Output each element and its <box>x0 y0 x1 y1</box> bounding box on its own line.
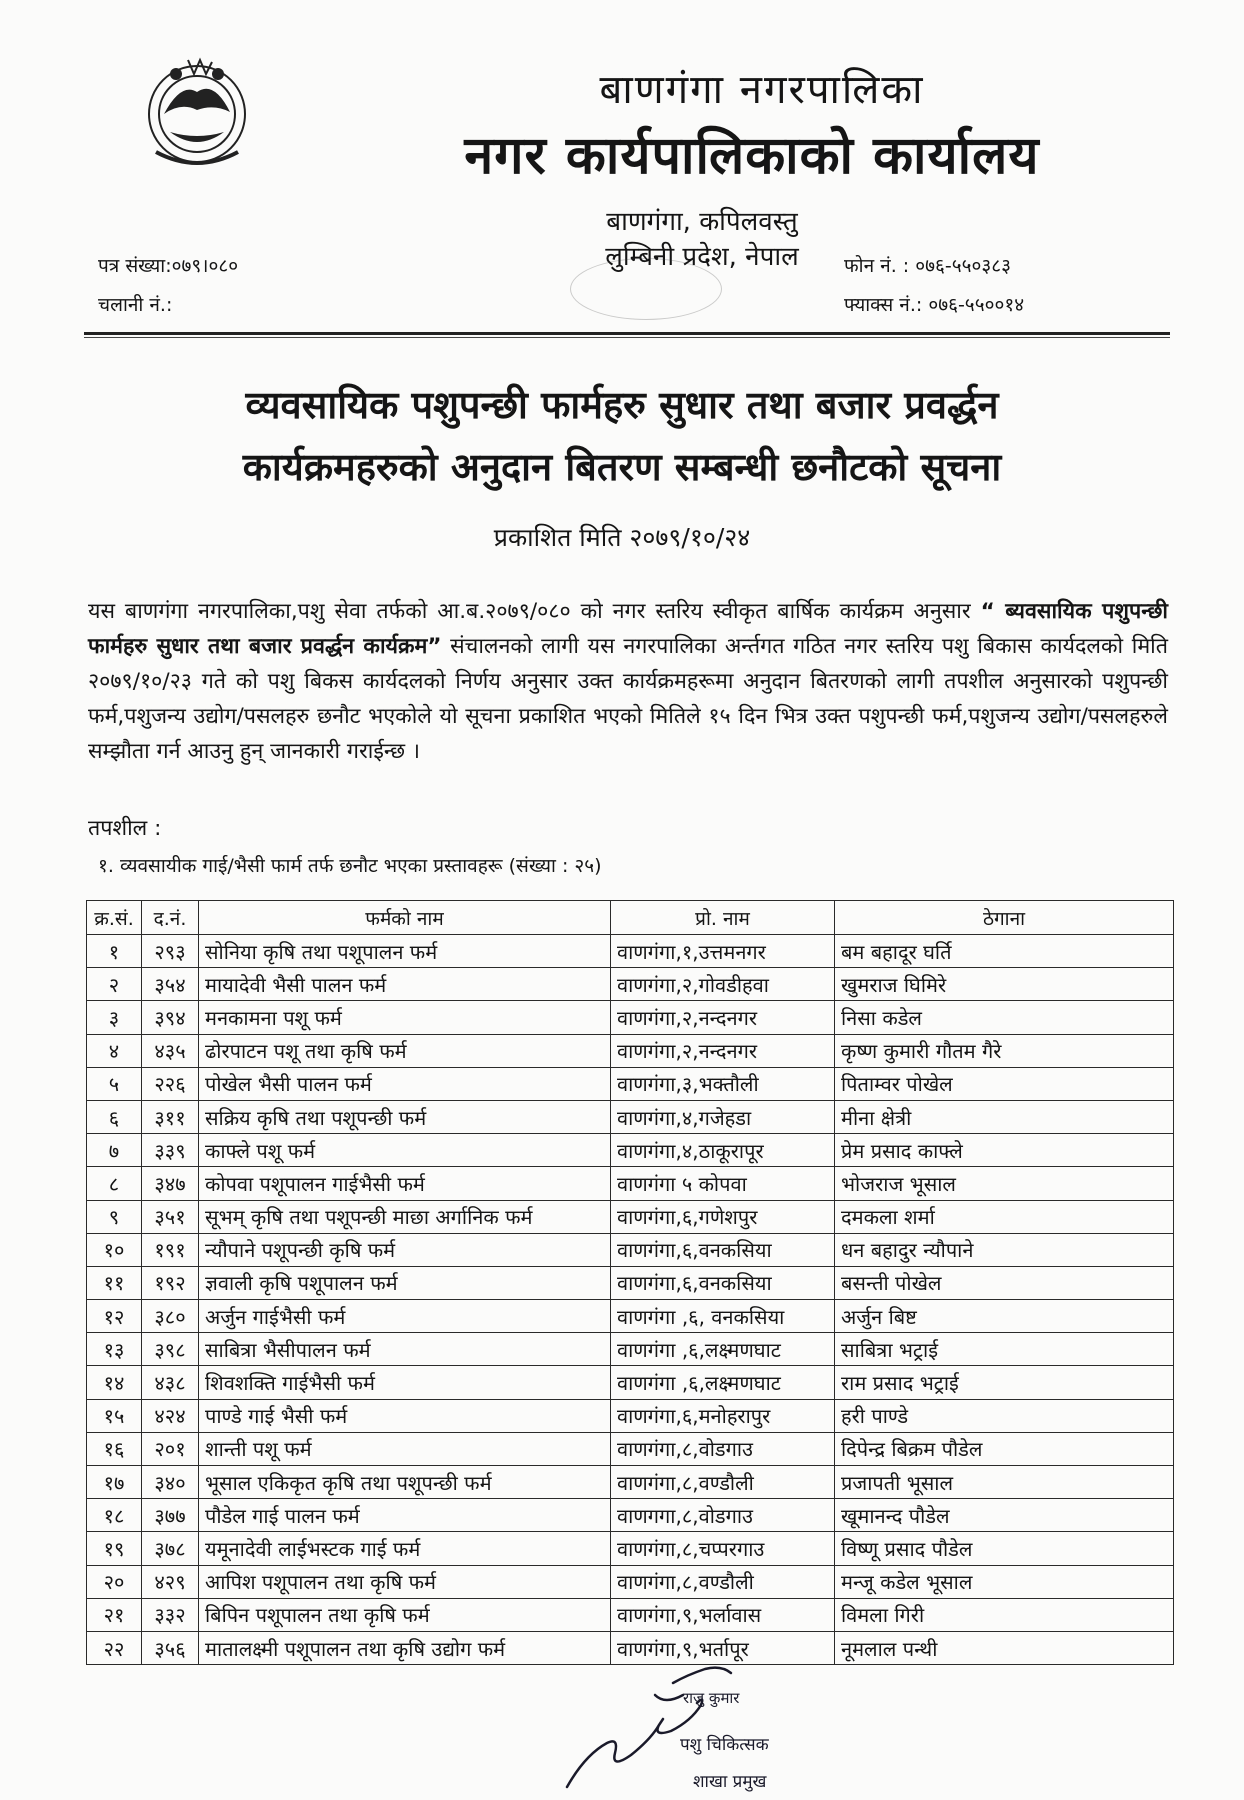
owner-name-cell: प्रेम प्रसाद काफ्ले <box>835 1134 1174 1167</box>
proprietor-address-cell: वाणगंगा,६,मनोहरापुर <box>611 1399 835 1432</box>
reg-no-cell: २२६ <box>142 1067 199 1100</box>
proprietor-address-cell: वाणगंगा ,६, वनकसिया <box>611 1300 835 1333</box>
serial-cell: २ <box>87 968 142 1001</box>
reg-no-cell: ३४७ <box>142 1167 199 1200</box>
reg-no-cell: १९१ <box>142 1233 199 1266</box>
table-row <box>87 1333 1174 1366</box>
reg-no-cell: २०१ <box>142 1432 199 1465</box>
proprietor-address-cell: वाणगंगा,१,उत्तमनगर <box>611 935 835 968</box>
owner-name-cell: साबित्रा भट्राई <box>835 1333 1174 1366</box>
reg-no-cell: ३९४ <box>142 1001 199 1034</box>
reg-no-cell: २९३ <box>142 935 199 968</box>
address-line-2: लुम्बिनी प्रदेश, नेपाल <box>605 242 799 272</box>
reg-no-cell: ३५६ <box>142 1631 199 1664</box>
proprietor-address-cell: वाणगंगा,९,भर्तापूर <box>611 1631 835 1664</box>
serial-cell: २० <box>87 1565 142 1598</box>
reg-no-cell: ३३९ <box>142 1134 199 1167</box>
farm-name-cell: पौडेल गाई पालन फर्म <box>199 1499 611 1532</box>
reg-no-cell: १९२ <box>142 1266 199 1299</box>
owner-name-cell: प्रजापती भूसाल <box>835 1466 1174 1499</box>
serial-cell: १४ <box>87 1366 142 1399</box>
signature <box>555 1555 795 1800</box>
owner-name-cell: धन बहादुर न्यौपाने <box>835 1233 1174 1266</box>
reg-no-cell: ३८० <box>142 1300 199 1333</box>
serial-cell: १७ <box>87 1466 142 1499</box>
serial-cell: ११ <box>87 1266 142 1299</box>
farm-name-cell: कोपवा पशूपालन गाईभैसी फर्म <box>199 1167 611 1200</box>
owner-name-cell: निसा कडेल <box>835 1001 1174 1034</box>
owner-name-cell: भोजराज भूसाल <box>835 1167 1174 1200</box>
farm-name-cell: मायादेवी भैसी पालन फर्म <box>199 968 611 1001</box>
office-name: नगर कार्यपालिकाको कार्यालय <box>464 126 1040 186</box>
table-row <box>87 1134 1174 1167</box>
header-divider <box>84 332 1170 335</box>
serial-cell: १३ <box>87 1333 142 1366</box>
farm-name-cell: ज्ञवाली कृषि पशूपालन फर्म <box>199 1266 611 1299</box>
reg-no-cell: ३११ <box>142 1100 199 1133</box>
header-proprietor: प्रो. नाम <box>611 901 835 935</box>
owner-name-cell: बसन्ती पोखेल <box>835 1266 1174 1299</box>
header-address: ठेगाना <box>835 901 1174 935</box>
serial-cell: १९ <box>87 1532 142 1565</box>
owner-name-cell: दमकला शर्मा <box>835 1200 1174 1233</box>
owner-name-cell: खुमराज घिमिरे <box>835 968 1174 1001</box>
serial-cell: ३ <box>87 1001 142 1034</box>
farm-name-cell: सोनिया कृषि तथा पशूपालन फर्म <box>199 935 611 968</box>
table-row <box>87 935 1174 968</box>
reg-no-cell: ४३५ <box>142 1034 199 1067</box>
serial-cell: ४ <box>87 1034 142 1067</box>
table-row <box>87 1200 1174 1233</box>
reg-no-cell: ४२४ <box>142 1399 199 1432</box>
proprietor-address-cell: वाणगंगा ,६,लक्ष्मणघाट <box>611 1333 835 1366</box>
reg-no-cell: ३९८ <box>142 1333 199 1366</box>
reg-no-cell: ४३८ <box>142 1366 199 1399</box>
notice-title-line-2: कार्यक्रमहरुको अनुदान बितरण सम्बन्धी छनौटको सूचना <box>242 445 1002 489</box>
owner-name-cell: बम बहादूर घर्ति <box>835 935 1174 968</box>
table-row <box>87 1067 1174 1100</box>
serial-cell: ९ <box>87 1200 142 1233</box>
table-row <box>87 1499 1174 1532</box>
owner-name-cell: मीना क्षेत्री <box>835 1100 1174 1133</box>
farm-name-cell: न्यौपाने पशूपन्छी कृषि फर्म <box>199 1233 611 1266</box>
serial-cell: २२ <box>87 1631 142 1664</box>
reg-no-cell: ३५४ <box>142 968 199 1001</box>
serial-cell: ५ <box>87 1067 142 1100</box>
reg-no-cell: ३४० <box>142 1466 199 1499</box>
proprietor-address-cell: वाणगंगा,२,नन्दनगर <box>611 1034 835 1067</box>
owner-name-cell: अर्जुन बिष्ट <box>835 1300 1174 1333</box>
table-row <box>87 1034 1174 1067</box>
table-row <box>87 1300 1174 1333</box>
serial-cell: १८ <box>87 1499 142 1532</box>
signature-unit: शाखा प्रमुख <box>693 1772 767 1792</box>
section-heading: १. व्यवसायीक गाई/भैसी फार्म तर्फ छनौट भएका प्रस्तावहरू (संख्या : २५) <box>98 855 602 877</box>
proprietor-address-cell: वाणगंगा,६,वनकसिया <box>611 1266 835 1299</box>
proprietor-address-cell: वाणगंगा ,६,लक्ष्मणघाट <box>611 1366 835 1399</box>
table-header-row <box>87 901 1174 935</box>
table-row <box>87 1466 1174 1499</box>
header-divider-thin <box>84 337 1170 338</box>
table-row <box>87 1399 1174 1432</box>
farm-name-cell: सक्रिय कृषि तथा पशूपन्छी फर्म <box>199 1100 611 1133</box>
owner-name-cell: विमला गिरी <box>835 1598 1174 1631</box>
serial-cell: २१ <box>87 1598 142 1631</box>
dispatch-number: चलानी नं.: <box>98 294 173 316</box>
details-label: तपशील : <box>88 816 162 841</box>
notice-body-part-2: संचालनको लागी यस नगरपालिका अर्न्तगत गठित नगर स्तरिय पशु बिकास कार्यदलको मिति २०७९/१०/२३ गते को पशु बिकस कार्यदलको निर्णय अनुसार उक्त कार्यक्रमहरूमा अनुदान बितरणको लागी तपशील अनुसारको पशुपन्छी फर्म,पशुजन्य उद्योग/पसलहरु छनौट भएकोले यो सूचना प्रकाशित भएको मितिले १५ दिन भित्र उक्त पशुपन्छी फर्म,पशुजन्य उद्योग/पसलहरुले सम्झौता गर्न आउनु हुन् जानकारी गराईन्छ । <box>88 634 1169 764</box>
selected-farms-table <box>86 900 1174 1665</box>
notice-body <box>88 594 1168 769</box>
owner-name-cell: नूमलाल पन्थी <box>835 1631 1174 1664</box>
municipality-name: बाणगंगा नगरपालिका <box>599 67 925 113</box>
serial-cell: ६ <box>87 1100 142 1133</box>
serial-cell: ७ <box>87 1134 142 1167</box>
farm-name-cell: बिपिन पशूपालन तथा कृषि फर्म <box>199 1598 611 1631</box>
address-line-1: बाणगंगा, कपिलवस्तु <box>606 207 798 237</box>
header-serial: क्र.सं. <box>87 901 142 935</box>
letter-number: पत्र संख्या:०७९।०८० <box>98 255 239 277</box>
phone-number: फोन नं. : ०७६-५५०३८३ <box>844 255 1011 277</box>
farm-name-cell: मनकामना पशू फर्म <box>199 1001 611 1034</box>
header-reg-no: द.नं. <box>142 901 199 935</box>
fax-number: फ्याक्स नं.: ०७६-५५००१४ <box>844 294 1025 316</box>
notice-title-line-1: व्यवसायिक पशुपन्छी फार्महरु सुधार तथा बजार प्रवर्द्धन <box>245 383 999 427</box>
office-seal <box>570 258 722 320</box>
reg-no-cell: ३५१ <box>142 1200 199 1233</box>
farm-name-cell: शान्ती पशू फर्म <box>199 1432 611 1465</box>
signature-title: पशु चिकित्सक <box>680 1735 769 1755</box>
serial-cell: १५ <box>87 1399 142 1432</box>
proprietor-address-cell: वाणगंगा,२,नन्दनगर <box>611 1001 835 1034</box>
proprietor-address-cell: वाणगंगा,४,ठाकूरापूर <box>611 1134 835 1167</box>
proprietor-address-cell: वाणगंगा,४,गजेहडा <box>611 1100 835 1133</box>
table-row <box>87 1432 1174 1465</box>
farm-name-cell: काफ्ले पशू फर्म <box>199 1134 611 1167</box>
proprietor-address-cell: वाणगंगा,८,वण्डौली <box>611 1565 835 1598</box>
owner-name-cell: हरी पाण्डे <box>835 1399 1174 1432</box>
reg-no-cell: ३७७ <box>142 1499 199 1532</box>
owner-name-cell: विष्णू प्रसाद पौडेल <box>835 1532 1174 1565</box>
owner-name-cell: पिताम्वर पोखेल <box>835 1067 1174 1100</box>
reg-no-cell: ३७८ <box>142 1532 199 1565</box>
owner-name-cell: राम प्रसाद भट्राई <box>835 1366 1174 1399</box>
table-row <box>87 1167 1174 1200</box>
proprietor-address-cell: वाणगंगा,९,भर्लावास <box>611 1598 835 1631</box>
table-row <box>87 1266 1174 1299</box>
published-date: प्रकाशित मिति २०७९/१०/२४ <box>493 523 751 552</box>
proprietor-address-cell: वाणगंगा,६,गणेशपुर <box>611 1200 835 1233</box>
farm-name-cell: यमूनादेवी लाईभस्टक गाई फर्म <box>199 1532 611 1565</box>
farm-name-cell: भूसाल एकिकृत कृषि तथा पशूपन्छी फर्म <box>199 1466 611 1499</box>
table-row <box>87 968 1174 1001</box>
proprietor-address-cell: वाणगंगा,८,वोडगाउ <box>611 1432 835 1465</box>
farm-name-cell: सूभम् कृषि तथा पशूपन्छी माछा अर्गानिक फर्म <box>199 1200 611 1233</box>
program-name: “ ब्यवसायिक पशुपन्छी फार्महरु सुधार तथा बजार प्रवर्द्धन कार्यक्रम” <box>88 599 1168 659</box>
farm-name-cell: शिवशक्ति गाईभैसी फर्म <box>199 1366 611 1399</box>
proprietor-address-cell: वाणगंगा,२,गोवडीहवा <box>611 968 835 1001</box>
farm-name-cell: आपिश पशूपालन तथा कृषि फर्म <box>199 1565 611 1598</box>
table-row <box>87 1366 1174 1399</box>
owner-name-cell: मन्जू कडेल भूसाल <box>835 1565 1174 1598</box>
proprietor-address-cell: वाणगंगा ५ कोपवा <box>611 1167 835 1200</box>
reg-no-cell: ३३२ <box>142 1598 199 1631</box>
serial-cell: १६ <box>87 1432 142 1465</box>
table-row <box>87 1233 1174 1266</box>
proprietor-address-cell: वाणगगा,८,वोडगाउ <box>611 1499 835 1532</box>
owner-name-cell: कृष्ण कुमारी गौतम गैरे <box>835 1034 1174 1067</box>
header-farm-name: फर्मको नाम <box>199 901 611 935</box>
farm-name-cell: मातालक्ष्मी पशूपालन तथा कृषि उद्योग फर्म <box>199 1631 611 1664</box>
proprietor-address-cell: वाणगंगा,३,भक्तौली <box>611 1067 835 1100</box>
proprietor-address-cell: वाणगंगा,८,वण्डौली <box>611 1466 835 1499</box>
farm-name-cell: अर्जुन गाईभैसी फर्म <box>199 1300 611 1333</box>
owner-name-cell: दिपेन्द्र बिक्रम पौडेल <box>835 1432 1174 1465</box>
signature-name: राजु कुमार <box>683 1689 740 1707</box>
proprietor-address-cell: वाणगंगा,८,चप्परगाउ <box>611 1532 835 1565</box>
serial-cell: १२ <box>87 1300 142 1333</box>
owner-name-cell: खूमानन्द पौडेल <box>835 1499 1174 1532</box>
farm-name-cell: ढोरपाटन पशू तथा कृषि फर्म <box>199 1034 611 1067</box>
farm-name-cell: साबित्रा भैसीपालन फर्म <box>199 1333 611 1366</box>
proprietor-address-cell: वाणगंगा,६,वनकसिया <box>611 1233 835 1266</box>
table-row <box>87 1001 1174 1034</box>
serial-cell: १ <box>87 935 142 968</box>
serial-cell: ८ <box>87 1167 142 1200</box>
notice-body-part-1: यस बाणगंगा नगरपालिका,पशु सेवा तर्फको आ.ब.२०७९/०८० को नगर स्तरिय स्वीकृत बार्षिक कार्यक्रम अनुसार <box>88 599 981 624</box>
farm-name-cell: पोखेल भैसी पालन फर्म <box>199 1067 611 1100</box>
reg-no-cell: ४२९ <box>142 1565 199 1598</box>
serial-cell: १० <box>87 1233 142 1266</box>
table-row <box>87 1100 1174 1133</box>
farm-name-cell: पाण्डे गाई भैसी फर्म <box>199 1399 611 1432</box>
